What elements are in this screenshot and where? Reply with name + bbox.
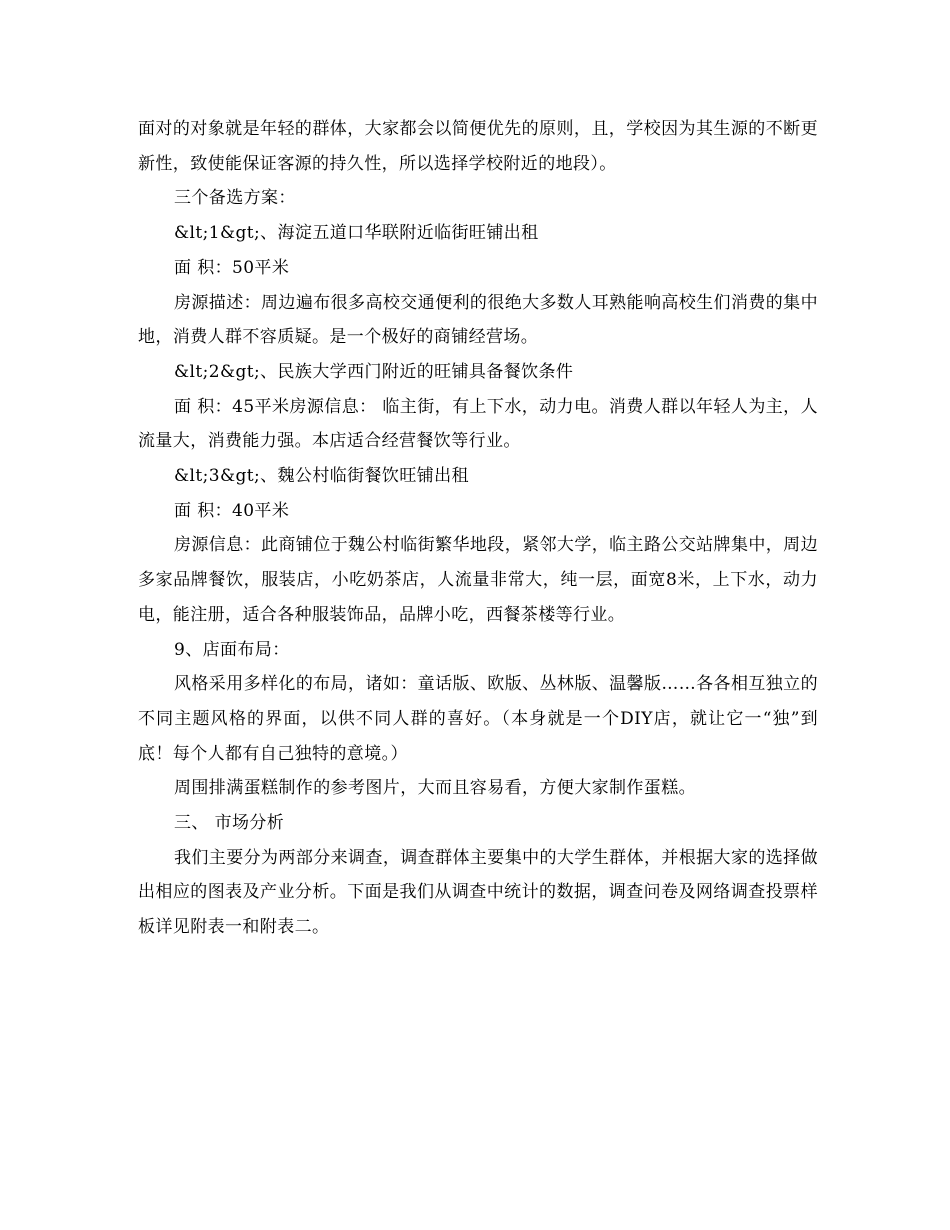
paragraph-layout-heading: 9、店面布局： (174, 639, 290, 660)
paragraph-option-2-title: &lt;2&gt;、民族大学西门附近的旺铺具备餐饮条件 (174, 361, 574, 382)
paragraph-market-survey: 我们主要分为两部分来调查，调查群体主要集中的大学生群体，并根据大家的选择做出相应的图表及产业分析。下面是我们从调查中统计的数据，调查问卷及网络调查投票样板详见附表一和附表二。 (138, 847, 818, 938)
paragraph-options-heading: 三个备选方案： (174, 188, 296, 209)
paragraph-option-3-title: &lt;3&gt;、魏公村临街餐饮旺铺出租 (174, 466, 469, 487)
paragraph-option-3-info: 房源信息：此商铺位于魏公村临街繁华地段，紧邻大学，临主路公交站牌集中，周边多家品牌餐饮，服装店，小吃奶茶店，人流量非常大，纯一层，面宽8米，上下水，动力电，能注册，适合各种服装饰品，品牌小吃，西餐茶楼等行业。 (138, 535, 818, 625)
paragraph-option-1-title: &lt;1&gt;、海淀五道口华联附近临街旺铺出租 (174, 223, 539, 244)
paragraph-option-1-description: 房源描述：周边遍布很多高校交通便利的很绝大多数人耳熟能响高校生们消费的集中地，消费人群不容质疑。是一个极好的商铺经营场。 (138, 292, 818, 348)
paragraph-layout-pictures: 周围排满蛋糕制作的参考图片，大而且容易看，方便大家制作蛋糕。 (174, 778, 696, 799)
paragraph-market-heading: 三、 市场分析 (174, 813, 285, 834)
paragraph-layout-style: 风格采用多样化的布局，诸如：童话版、欧版、丛林版、温馨版……各各相互独立的不同主题风格的界面，以供不同人群的喜好。（本身就是一个DIY店，就让它一“独”到底！每个人都有自己独特的意境。） (138, 674, 818, 764)
paragraph-option-3-area: 面 积：40平米 (174, 500, 290, 521)
document-body (138, 112, 818, 945)
paragraph-option-1-area: 面 积：50平米 (174, 257, 290, 278)
paragraph-option-2-details: 面 积：45平米房源信息： 临主街，有上下水，动力电。消费人群以年轻人为主，人流量大，消费能力强。本店适合经营餐饮等行业。 (138, 396, 818, 452)
paragraph-intro-continuation: 面对的对象就是年轻的群体，大家都会以简便优先的原则，且，学校因为其生源的不断更新性，致使能保证客源的持久性，所以选择学校附近的地段）。 (138, 119, 818, 174)
